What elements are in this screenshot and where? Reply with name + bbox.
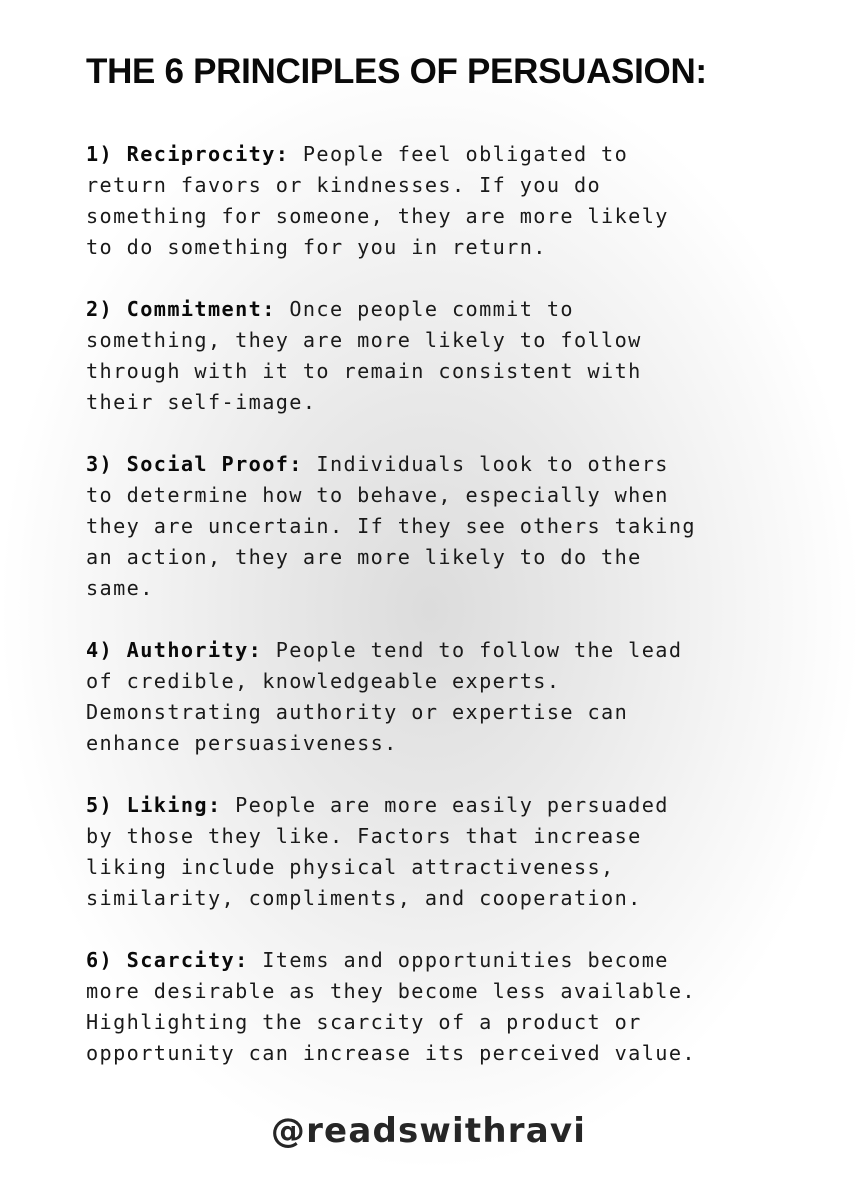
principle-reciprocity: [86, 139, 776, 263]
principle-label: 2) Commitment:: [86, 297, 276, 321]
principle-label: 5) Liking:: [86, 793, 222, 817]
principle-social-proof: [86, 449, 776, 604]
principle-text: Items and opportunities become more desirable as they become less available. Highlighting the scarcity of a product or opportunity can increase its perceived value.: [86, 948, 696, 1065]
principle-text: People feel obligated to return favors or kindnesses. If you do something for someone, they are more likely to do something for you in return.: [86, 142, 669, 259]
author-handle: @readswithravi: [270, 1111, 587, 1151]
principle-label: 4) Authority:: [86, 638, 263, 662]
principle-commitment: [86, 294, 776, 418]
principle-scarcity: [86, 945, 776, 1069]
principles-list: [86, 139, 776, 1100]
principle-liking: [86, 790, 776, 914]
principle-label: 3) Social Proof:: [86, 452, 303, 476]
principle-text: Individuals look to others to determine how to behave, especially when they are uncertain. If they see others taking an action, they are more likely to do the same.: [86, 452, 696, 600]
principle-label: 6) Scarcity:: [86, 948, 249, 972]
principle-text: People tend to follow the lead of credible, knowledgeable experts. Demonstrating authority or expertise can enhance persuasiveness.: [86, 638, 683, 755]
principle-text: People are more easily persuaded by those they like. Factors that increase liking include physical attractiveness, similarity, compliments, and cooperation.: [86, 793, 669, 910]
page-title: THE 6 PRINCIPLES OF PERSUASION:: [86, 52, 707, 91]
principle-authority: [86, 635, 776, 759]
principle-label: 1) Reciprocity:: [86, 142, 290, 166]
principle-text: Once people commit to something, they are more likely to follow through with it to remain consistent with their self-image.: [86, 297, 642, 414]
